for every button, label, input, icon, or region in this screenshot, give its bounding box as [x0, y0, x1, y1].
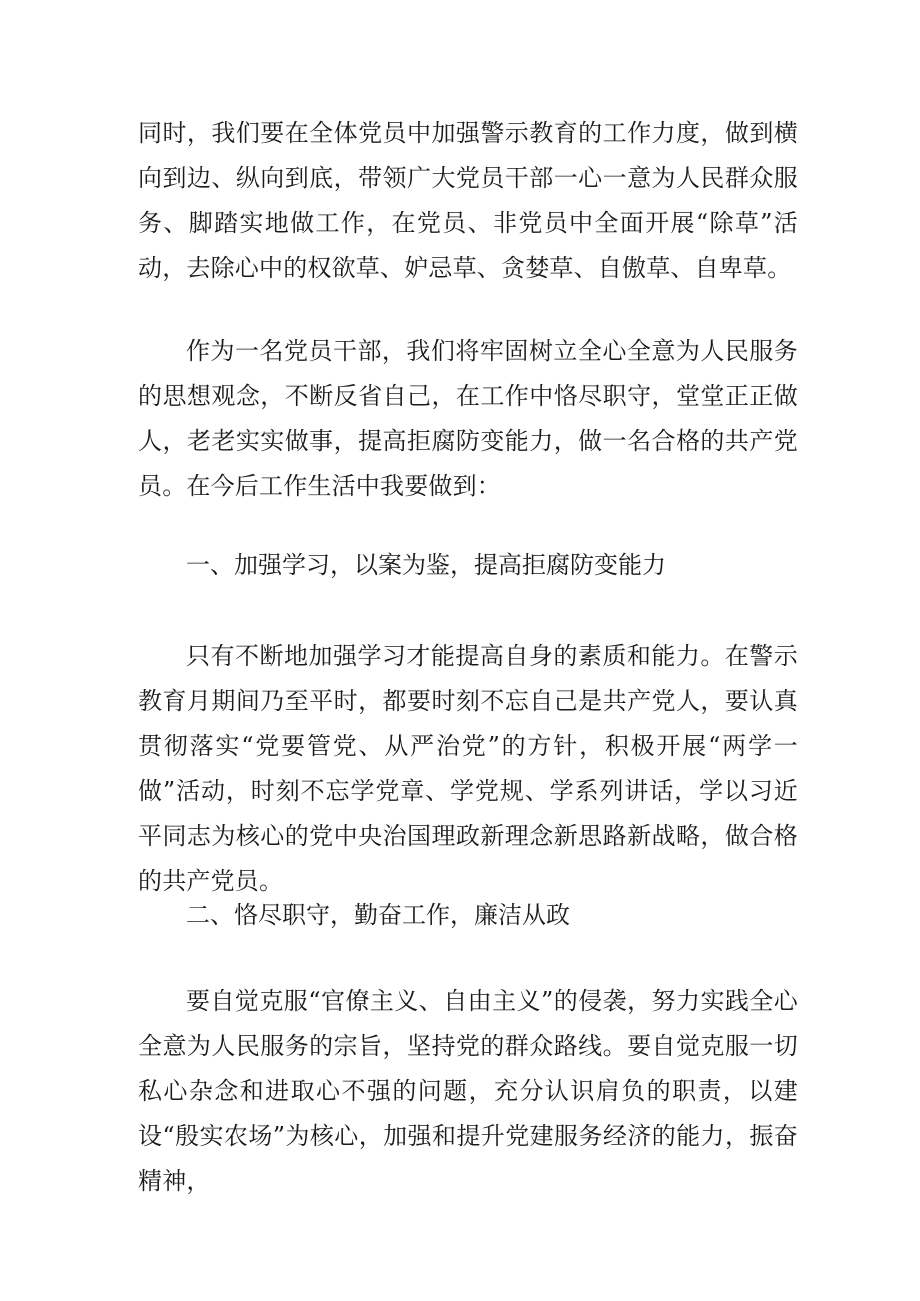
paragraph-study-section: 只有不断地加强学习才能提高自身的素质和能力。在警示教育月期间乃至平时，都要时刻不忘自己是共产党人，要认真贯彻落实“党要管党、从严治党”的方针，积极开展“两学一做”活动，时刻不忘学党章、学党规、学系列讲话，学以习近平同志为核心的党中央治国理政新理念新思路新战略，做合格的共产党员。: [138, 642, 798, 895]
paragraph-party-member-commitment: 作为一名党员干部，我们将牢固树立全心全意为人民服务的思想观念，不断反省自己，在工作中恪尽职守，堂堂正正做人，老老实实做事，提高拒腐防变能力，做一名合格的共产党员。在今后工作生活中我要做到：: [138, 337, 798, 500]
section-heading-1: 一、加强学习，以案为鉴，提高拒腐防变能力: [186, 551, 666, 579]
paragraph-diligent-work-section: 要自觉克服“官僚主义、自由主义”的侵袭，努力实践全心全意为人民服务的宗旨，坚持党的群众路线。要自觉克服一切私心杂念和进取心不强的问题，充分认识肩负的职责，以建设“殷实农场”为核心，加强和提升党建服务经济的能力，振奋精神，: [138, 987, 798, 1195]
paragraph-except-remove-weeds: 同时，我们要在全体党员中加强警示教育的工作力度，做到横向到边、纵向到底，带领广大党员干部一心一意为人民群众服务、脚踏实地做工作，在党员、非党员中全面开展“除草”活动，去除心中的权欲草、妒忌草、贪婪草、自傲草、自卑草。: [138, 119, 798, 282]
section-heading-2: 二、恪尽职守，勤奋工作，廉洁从政: [186, 901, 570, 929]
